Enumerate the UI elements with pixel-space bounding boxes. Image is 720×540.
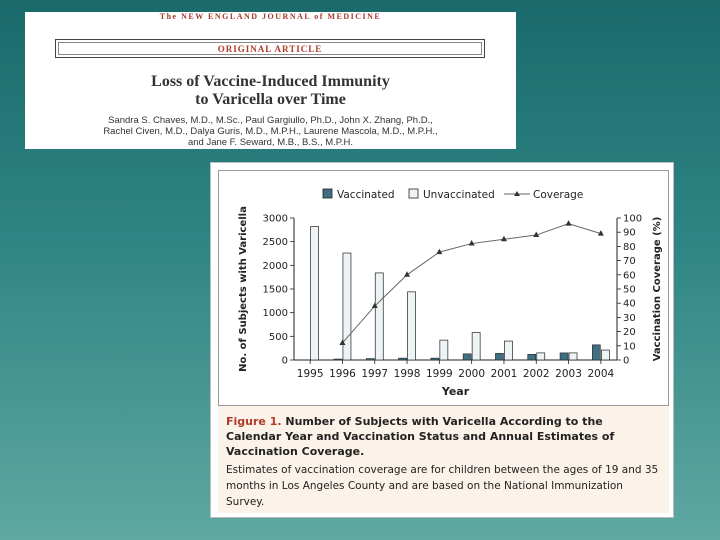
- y-tick-label-right: 10: [623, 341, 636, 353]
- bar-vaccinated: [334, 359, 342, 360]
- bar-unvaccinated: [472, 333, 480, 360]
- x-tick-label: 1995: [296, 368, 324, 380]
- y-axis-label-right: Vaccination Coverage (%): [652, 216, 663, 362]
- y-tick-label-left: 0: [281, 355, 288, 367]
- figure-caption: [218, 406, 669, 513]
- bar-unvaccinated: [537, 353, 545, 360]
- y-tick-label-right: 0: [623, 355, 630, 367]
- x-tick-label: 1999: [425, 368, 453, 380]
- x-tick-label: 1996: [329, 368, 356, 380]
- x-tick-label: 1997: [361, 368, 389, 380]
- article-title: Loss of Vaccine-Induced Immunity to Varicella over Time: [151, 73, 390, 108]
- bar-vaccinated: [399, 358, 407, 360]
- coverage-point: [566, 220, 572, 226]
- bar-vaccinated: [528, 354, 536, 360]
- article-header: [25, 12, 516, 149]
- y-axis-label-left: No. of Subjects with Varicella: [238, 206, 249, 372]
- y-tick-label-right: 60: [623, 270, 636, 282]
- y-tick-label-left: 1000: [262, 308, 288, 320]
- article-authors: Sandra S. Chaves, M.D., M.Sc., Paul Gargiullo, Ph.D., John X. Zhang, Ph.D., Rachel Civen, M.D., Dalya Guris, M.D., M.P.H., Laurene Mascola, M.D., M.P.H., and Jane F. Seward, M.B., B.S., M.P.H.: [103, 115, 438, 148]
- caption-note: Estimates of vaccination coverage are for children between the ages of 19 and 35 months in Los Angeles County and are based on the National Immunization Survey.: [226, 464, 659, 508]
- legend-swatch-unvaccinated: [409, 189, 418, 198]
- bar-vaccinated: [366, 359, 374, 360]
- bar-unvaccinated: [375, 273, 383, 360]
- x-tick-label: 2001: [490, 368, 518, 380]
- bar-vaccinated: [592, 345, 600, 360]
- coverage-point: [404, 271, 410, 277]
- bar-unvaccinated: [311, 227, 319, 360]
- article-section-label: ORIGINAL ARTICLE: [217, 44, 323, 54]
- x-tick-label: 2002: [522, 368, 550, 380]
- y-tick-label-right: 50: [623, 284, 636, 296]
- y-tick-label-left: 1500: [262, 284, 288, 296]
- article-section-box: [55, 39, 485, 58]
- y-tick-label-right: 90: [623, 227, 636, 239]
- caption-title: [226, 414, 661, 459]
- y-tick-label-right: 40: [623, 298, 636, 310]
- bar-vaccinated: [431, 358, 439, 360]
- y-tick-label-left: 2500: [262, 237, 288, 249]
- legend-label-unvaccinated: Unvaccinated: [423, 189, 495, 201]
- x-tick-label: 2000: [458, 368, 486, 380]
- x-tick-label: 1998: [393, 368, 421, 380]
- x-tick-label: 2003: [555, 368, 582, 380]
- bar-unvaccinated: [408, 292, 416, 360]
- y-tick-label-right: 100: [623, 213, 643, 225]
- legend-swatch-vaccinated: [323, 189, 332, 198]
- figure-title: Number of Subjects with Varicella According to the Calendar Year and Vaccination Status and Annual Estimates of Vaccination Coverage.: [226, 415, 615, 458]
- y-tick-label-right: 20: [623, 327, 636, 339]
- figure-label: Figure 1.: [226, 415, 282, 428]
- bar-unvaccinated: [601, 350, 609, 360]
- chart: [219, 171, 668, 405]
- bar-unvaccinated: [440, 340, 448, 360]
- x-tick-label: 2004: [587, 368, 615, 380]
- bar-vaccinated: [463, 354, 471, 360]
- x-axis-label: Year: [441, 385, 470, 398]
- legend-label-coverage: Coverage: [533, 189, 584, 201]
- bar-vaccinated: [560, 353, 568, 360]
- y-tick-label-right: 30: [623, 312, 636, 324]
- y-tick-label-left: 500: [268, 331, 288, 343]
- bar-unvaccinated: [504, 341, 512, 360]
- chart-area: [218, 170, 669, 406]
- bar-unvaccinated: [569, 353, 577, 360]
- y-tick-label-left: 3000: [262, 213, 288, 225]
- y-tick-label-right: 80: [623, 241, 636, 253]
- legend-label-vaccinated: Vaccinated: [337, 189, 395, 201]
- bar-vaccinated: [495, 353, 503, 360]
- y-tick-label-left: 2000: [262, 260, 288, 272]
- figure-panel: [210, 162, 674, 518]
- journal-name: The NEW ENGLAND JOURNAL of MEDICINE: [159, 12, 382, 21]
- y-tick-label-right: 70: [623, 256, 636, 268]
